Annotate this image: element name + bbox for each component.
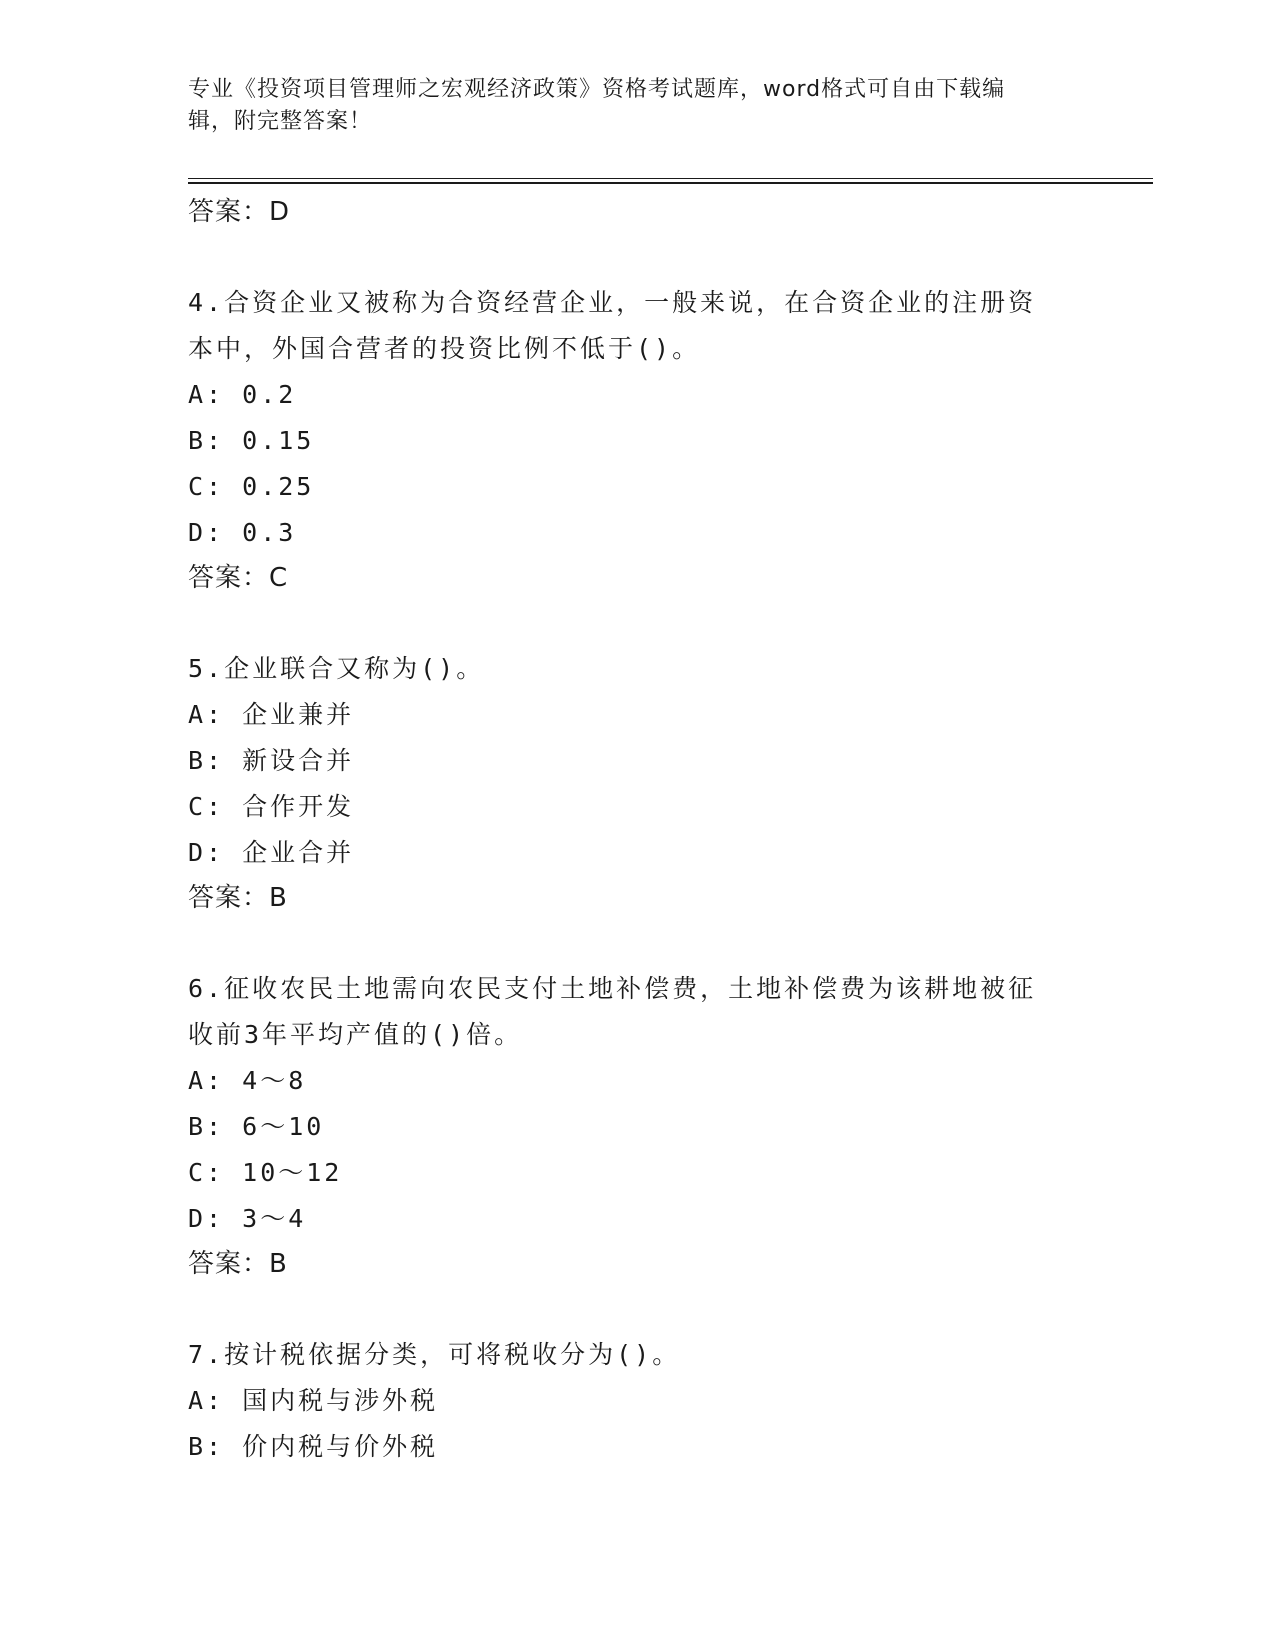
answer-line: 答案：C — [188, 563, 289, 593]
option-d: D: 3～4 — [188, 1204, 307, 1233]
stem-line: 本中，外国合营者的投资比例不低于()。 — [188, 334, 701, 363]
stem-line: 收前3年平均产值的()倍。 — [188, 1020, 523, 1049]
option-d: D: 0.3 — [188, 518, 297, 547]
question-stem — [188, 280, 1068, 372]
option-a: A: 0.2 — [188, 380, 297, 409]
option-c: C: 0.25 — [188, 472, 315, 501]
header-line-1: 专业《投资项目管理师之宏观经济政策》资格考试题库，word格式可自由下载编 — [188, 77, 1006, 102]
question-6 — [188, 966, 1068, 1286]
option-b: B: 新设合并 — [188, 746, 355, 775]
header-rule-thin — [188, 178, 1153, 179]
option-c: C: 10～12 — [188, 1158, 343, 1187]
option-b: B: 价内税与价外税 — [188, 1432, 439, 1461]
question-stem — [188, 646, 1068, 692]
answer-line: 答案：D — [188, 197, 291, 227]
option-a: A: 企业兼并 — [188, 700, 355, 729]
answer-line: 答案：B — [188, 883, 288, 913]
question-7 — [188, 1332, 1068, 1470]
header-line-2: 辑，附完整答案！ — [188, 109, 373, 134]
question-stem — [188, 1332, 1068, 1378]
stem-line: 4.合资企业又被称为合资经营企业，一般来说，在合资企业的注册资 — [188, 288, 1037, 317]
question-4 — [188, 280, 1068, 600]
document-header — [188, 74, 1068, 138]
option-a: A: 国内税与涉外税 — [188, 1386, 439, 1415]
header-rule-thick — [188, 182, 1153, 184]
option-b: B: 6～10 — [188, 1112, 325, 1141]
stem-line: 6.征收农民土地需向农民支付土地补偿费，土地补偿费为该耕地被征 — [188, 974, 1037, 1003]
answer-line: 答案：B — [188, 1249, 288, 1279]
document-body — [188, 190, 1068, 1470]
option-a: A: 4～8 — [188, 1066, 307, 1095]
option-d: D: 企业合并 — [188, 838, 355, 867]
question-5 — [188, 646, 1068, 920]
stem-line: 7.按计税依据分类，可将税收分为()。 — [188, 1340, 681, 1369]
stem-line: 5.企业联合又称为()。 — [188, 654, 485, 683]
question-stem — [188, 966, 1068, 1058]
option-b: B: 0.15 — [188, 426, 315, 455]
option-c: C: 合作开发 — [188, 792, 355, 821]
